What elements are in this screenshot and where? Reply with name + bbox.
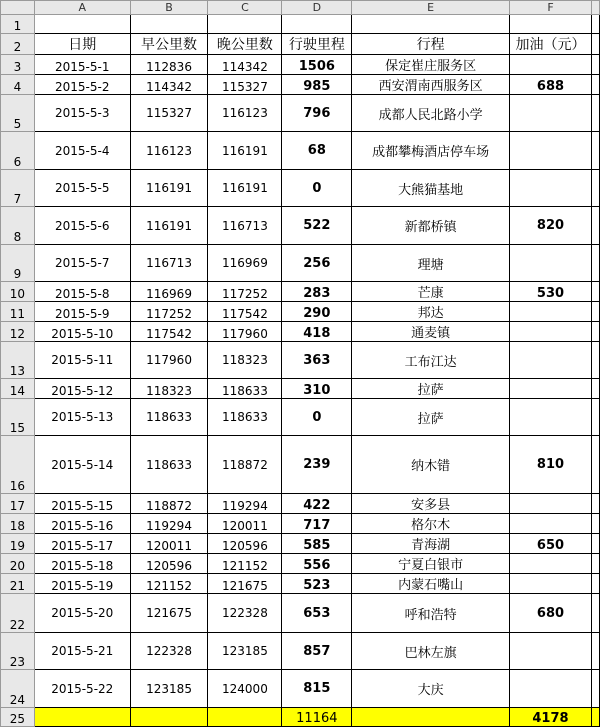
row-header[interactable]: 9 xyxy=(1,245,35,282)
morning-km-cell[interactable]: 120011 xyxy=(130,534,208,554)
table-row xyxy=(1,207,600,245)
column-header-e[interactable]: E xyxy=(352,1,510,15)
morning-km-cell[interactable]: 117252 xyxy=(130,302,208,322)
row-header[interactable]: 21 xyxy=(1,574,35,594)
distance-cell[interactable]: 363 xyxy=(282,342,352,379)
evening-km-cell[interactable]: 116713 xyxy=(208,207,282,245)
column-header-f[interactable]: F xyxy=(510,1,592,15)
totals-row xyxy=(1,708,600,727)
row-header[interactable]: 13 xyxy=(1,342,35,379)
column-header-d[interactable]: D xyxy=(282,1,352,15)
date-cell[interactable]: 2015-5-9 xyxy=(34,302,130,322)
date-cell[interactable]: 2015-5-15 xyxy=(34,494,130,514)
distance-cell[interactable]: 283 xyxy=(282,282,352,302)
table-row xyxy=(1,342,600,379)
header-morning-km[interactable]: 早公里数 xyxy=(130,34,208,55)
distance-cell[interactable]: 585 xyxy=(282,534,352,554)
cell[interactable] xyxy=(208,15,282,34)
evening-km-cell[interactable]: 117252 xyxy=(208,282,282,302)
evening-km-cell[interactable]: 118323 xyxy=(208,342,282,379)
row-header[interactable]: 2 xyxy=(1,34,35,55)
row-header[interactable]: 22 xyxy=(1,594,35,633)
fuel-cell[interactable]: 810 xyxy=(510,436,592,494)
fuel-cell[interactable] xyxy=(510,342,592,379)
total-distance-cell[interactable]: 11164 xyxy=(282,708,352,727)
fuel-cell[interactable] xyxy=(510,322,592,342)
morning-km-cell[interactable]: 116191 xyxy=(130,170,208,207)
date-cell[interactable]: 2015-5-16 xyxy=(34,514,130,534)
row-header[interactable]: 8 xyxy=(1,207,35,245)
cell[interactable] xyxy=(591,554,599,574)
column-header-g[interactable] xyxy=(591,1,599,15)
evening-km-cell[interactable]: 122328 xyxy=(208,594,282,633)
cell[interactable] xyxy=(591,282,599,302)
evening-km-cell[interactable]: 116191 xyxy=(208,170,282,207)
distance-cell[interactable]: 556 xyxy=(282,554,352,574)
column-header-row xyxy=(1,1,600,15)
route-cell[interactable]: 格尔木 xyxy=(352,514,510,534)
evening-km-cell[interactable]: 118633 xyxy=(208,399,282,436)
row-header[interactable]: 20 xyxy=(1,554,35,574)
evening-km-cell[interactable]: 120596 xyxy=(208,534,282,554)
table-row xyxy=(1,633,600,670)
row-header[interactable]: 1 xyxy=(1,15,35,34)
table-row xyxy=(1,379,600,399)
cell[interactable] xyxy=(591,708,599,727)
date-cell[interactable]: 2015-5-10 xyxy=(34,322,130,342)
distance-cell[interactable]: 522 xyxy=(282,207,352,245)
date-cell[interactable]: 2015-5-22 xyxy=(34,670,130,708)
route-cell[interactable]: 西安渭南西服务区 xyxy=(352,75,510,95)
cell[interactable] xyxy=(591,245,599,282)
morning-km-cell[interactable]: 114342 xyxy=(130,75,208,95)
fuel-cell[interactable] xyxy=(510,132,592,170)
morning-km-cell[interactable]: 117960 xyxy=(130,342,208,379)
fuel-cell[interactable]: 530 xyxy=(510,282,592,302)
table-row xyxy=(1,75,600,95)
route-cell[interactable]: 成都人民北路小学 xyxy=(352,95,510,132)
date-cell[interactable]: 2015-5-2 xyxy=(34,75,130,95)
cell[interactable] xyxy=(130,15,208,34)
date-cell[interactable]: 2015-5-17 xyxy=(34,534,130,554)
distance-cell[interactable]: 796 xyxy=(282,95,352,132)
route-cell[interactable]: 大庆 xyxy=(352,670,510,708)
column-header-b[interactable]: B xyxy=(130,1,208,15)
fuel-cell[interactable] xyxy=(510,670,592,708)
route-cell[interactable]: 呼和浩特 xyxy=(352,594,510,633)
morning-km-cell[interactable]: 118633 xyxy=(130,436,208,494)
evening-km-cell[interactable]: 116969 xyxy=(208,245,282,282)
evening-km-cell[interactable]: 118633 xyxy=(208,379,282,399)
cell[interactable] xyxy=(352,708,510,727)
fuel-cell[interactable] xyxy=(510,633,592,670)
row-header[interactable]: 16 xyxy=(1,436,35,494)
fuel-cell[interactable] xyxy=(510,55,592,75)
table-row xyxy=(1,594,600,633)
select-all-corner[interactable] xyxy=(1,1,35,15)
row-header[interactable]: 24 xyxy=(1,670,35,708)
table-row xyxy=(1,574,600,594)
row-header[interactable]: 7 xyxy=(1,170,35,207)
morning-km-cell[interactable]: 118633 xyxy=(130,399,208,436)
distance-cell[interactable]: 68 xyxy=(282,132,352,170)
evening-km-cell[interactable]: 117542 xyxy=(208,302,282,322)
cell[interactable] xyxy=(352,15,510,34)
table-row xyxy=(1,436,600,494)
date-cell[interactable]: 2015-5-19 xyxy=(34,574,130,594)
evening-km-cell[interactable]: 121152 xyxy=(208,554,282,574)
fuel-cell[interactable] xyxy=(510,379,592,399)
row-header[interactable]: 11 xyxy=(1,302,35,322)
evening-km-cell[interactable]: 114342 xyxy=(208,55,282,75)
fuel-cell[interactable] xyxy=(510,554,592,574)
distance-cell[interactable]: 523 xyxy=(282,574,352,594)
table-row xyxy=(1,95,600,132)
table-row xyxy=(1,514,600,534)
table-row xyxy=(1,170,600,207)
distance-cell[interactable]: 422 xyxy=(282,494,352,514)
distance-cell[interactable]: 0 xyxy=(282,170,352,207)
date-cell[interactable]: 2015-5-20 xyxy=(34,594,130,633)
column-header-c[interactable]: C xyxy=(208,1,282,15)
morning-km-cell[interactable]: 118323 xyxy=(130,379,208,399)
row-header[interactable]: 25 xyxy=(1,708,35,727)
morning-km-cell[interactable]: 116191 xyxy=(130,207,208,245)
fuel-cell[interactable]: 650 xyxy=(510,534,592,554)
row-header[interactable]: 6 xyxy=(1,132,35,170)
header-fuel[interactable]: 加油（元） xyxy=(510,34,592,55)
evening-km-cell[interactable]: 115327 xyxy=(208,75,282,95)
route-cell[interactable]: 邦达 xyxy=(352,302,510,322)
fuel-cell[interactable] xyxy=(510,245,592,282)
fuel-cell[interactable] xyxy=(510,302,592,322)
distance-cell[interactable]: 815 xyxy=(282,670,352,708)
cell[interactable] xyxy=(591,34,599,55)
route-cell[interactable]: 内蒙石嘴山 xyxy=(352,574,510,594)
date-cell[interactable]: 2015-5-11 xyxy=(34,342,130,379)
header-date[interactable]: 日期 xyxy=(34,34,130,55)
fuel-cell[interactable] xyxy=(510,399,592,436)
distance-cell[interactable]: 717 xyxy=(282,514,352,534)
distance-cell[interactable]: 256 xyxy=(282,245,352,282)
distance-cell[interactable]: 310 xyxy=(282,379,352,399)
route-cell[interactable]: 通麦镇 xyxy=(352,322,510,342)
table-row xyxy=(1,399,600,436)
cell[interactable] xyxy=(591,436,599,494)
morning-km-cell[interactable]: 117542 xyxy=(130,322,208,342)
distance-cell[interactable]: 239 xyxy=(282,436,352,494)
distance-cell[interactable]: 0 xyxy=(282,399,352,436)
fuel-cell[interactable] xyxy=(510,494,592,514)
row-header[interactable]: 17 xyxy=(1,494,35,514)
date-cell[interactable]: 2015-5-8 xyxy=(34,282,130,302)
route-cell[interactable]: 拉萨 xyxy=(352,399,510,436)
route-cell[interactable]: 成都攀梅酒店停车场 xyxy=(352,132,510,170)
date-cell[interactable]: 2015-5-12 xyxy=(34,379,130,399)
cell[interactable] xyxy=(208,708,282,727)
route-cell[interactable]: 拉萨 xyxy=(352,379,510,399)
row-header[interactable]: 14 xyxy=(1,379,35,399)
evening-km-cell[interactable]: 121675 xyxy=(208,574,282,594)
distance-cell[interactable]: 1506 xyxy=(282,55,352,75)
cell[interactable] xyxy=(591,132,599,170)
route-cell[interactable]: 工布江达 xyxy=(352,342,510,379)
row-header[interactable]: 4 xyxy=(1,75,35,95)
cell[interactable] xyxy=(130,708,208,727)
table-row xyxy=(1,302,600,322)
table-row xyxy=(1,534,600,554)
header-evening-km[interactable]: 晚公里数 xyxy=(208,34,282,55)
fuel-cell[interactable] xyxy=(510,514,592,534)
evening-km-cell[interactable]: 120011 xyxy=(208,514,282,534)
morning-km-cell[interactable]: 119294 xyxy=(130,514,208,534)
morning-km-cell[interactable]: 116713 xyxy=(130,245,208,282)
table-row xyxy=(1,132,600,170)
date-cell[interactable]: 2015-5-4 xyxy=(34,132,130,170)
cell[interactable] xyxy=(591,15,599,34)
date-cell[interactable]: 2015-5-14 xyxy=(34,436,130,494)
morning-km-cell[interactable]: 122328 xyxy=(130,633,208,670)
cell[interactable] xyxy=(591,95,599,132)
row-header[interactable]: 5 xyxy=(1,95,35,132)
table-row xyxy=(1,245,600,282)
evening-km-cell[interactable]: 118872 xyxy=(208,436,282,494)
evening-km-cell[interactable]: 119294 xyxy=(208,494,282,514)
row-header[interactable]: 19 xyxy=(1,534,35,554)
column-header-a[interactable]: A xyxy=(34,1,130,15)
date-cell[interactable]: 2015-5-3 xyxy=(34,95,130,132)
cell[interactable] xyxy=(591,494,599,514)
cell[interactable] xyxy=(591,55,599,75)
fuel-cell[interactable] xyxy=(510,574,592,594)
route-cell[interactable]: 巴林左旗 xyxy=(352,633,510,670)
morning-km-cell[interactable]: 121675 xyxy=(130,594,208,633)
route-cell[interactable]: 纳木错 xyxy=(352,436,510,494)
cell[interactable] xyxy=(591,170,599,207)
route-cell[interactable]: 宁夏白银市 xyxy=(352,554,510,574)
table-row xyxy=(1,55,600,75)
morning-km-cell[interactable]: 118872 xyxy=(130,494,208,514)
distance-cell[interactable]: 290 xyxy=(282,302,352,322)
cell[interactable] xyxy=(591,399,599,436)
cell[interactable] xyxy=(510,15,592,34)
cell[interactable] xyxy=(591,342,599,379)
route-cell[interactable]: 安多县 xyxy=(352,494,510,514)
morning-km-cell[interactable]: 123185 xyxy=(130,670,208,708)
table-row xyxy=(1,282,600,302)
fuel-cell[interactable] xyxy=(510,170,592,207)
cell[interactable] xyxy=(591,514,599,534)
table-row xyxy=(1,554,600,574)
date-cell[interactable]: 2015-5-18 xyxy=(34,554,130,574)
header-route[interactable]: 行程 xyxy=(352,34,510,55)
date-cell[interactable]: 2015-5-6 xyxy=(34,207,130,245)
row-header[interactable]: 10 xyxy=(1,282,35,302)
table-row xyxy=(1,670,600,708)
row-header[interactable]: 3 xyxy=(1,55,35,75)
route-cell[interactable]: 保定崔庄服务区 xyxy=(352,55,510,75)
morning-km-cell[interactable]: 112836 xyxy=(130,55,208,75)
morning-km-cell[interactable]: 115327 xyxy=(130,95,208,132)
row-header[interactable]: 23 xyxy=(1,633,35,670)
distance-cell[interactable]: 653 xyxy=(282,594,352,633)
morning-km-cell[interactable]: 116123 xyxy=(130,132,208,170)
morning-km-cell[interactable]: 120596 xyxy=(130,554,208,574)
cell[interactable] xyxy=(34,708,130,727)
total-fuel-cell[interactable]: 4178 xyxy=(510,708,592,727)
distance-cell[interactable]: 985 xyxy=(282,75,352,95)
row-header[interactable]: 18 xyxy=(1,514,35,534)
cell[interactable] xyxy=(591,207,599,245)
date-cell[interactable]: 2015-5-21 xyxy=(34,633,130,670)
morning-km-cell[interactable]: 116969 xyxy=(130,282,208,302)
cell[interactable] xyxy=(591,379,599,399)
fuel-cell[interactable]: 680 xyxy=(510,594,592,633)
date-cell[interactable]: 2015-5-13 xyxy=(34,399,130,436)
cell[interactable] xyxy=(591,594,599,633)
distance-cell[interactable]: 418 xyxy=(282,322,352,342)
date-cell[interactable]: 2015-5-5 xyxy=(34,170,130,207)
evening-km-cell[interactable]: 116191 xyxy=(208,132,282,170)
table-row xyxy=(1,494,600,514)
table-header-row xyxy=(1,34,600,55)
evening-km-cell[interactable]: 117960 xyxy=(208,322,282,342)
cell[interactable] xyxy=(34,15,130,34)
cell[interactable] xyxy=(591,633,599,670)
cell[interactable] xyxy=(591,75,599,95)
route-cell[interactable]: 大熊猫基地 xyxy=(352,170,510,207)
table-row xyxy=(1,322,600,342)
route-cell[interactable]: 理塘 xyxy=(352,245,510,282)
sheet-row xyxy=(1,15,600,34)
cell[interactable] xyxy=(591,322,599,342)
route-cell[interactable]: 芒康 xyxy=(352,282,510,302)
evening-km-cell[interactable]: 124000 xyxy=(208,670,282,708)
date-cell[interactable]: 2015-5-7 xyxy=(34,245,130,282)
fuel-cell[interactable]: 688 xyxy=(510,75,592,95)
fuel-cell[interactable] xyxy=(510,95,592,132)
evening-km-cell[interactable]: 116123 xyxy=(208,95,282,132)
row-header[interactable]: 12 xyxy=(1,322,35,342)
cell[interactable] xyxy=(591,302,599,322)
distance-cell[interactable]: 857 xyxy=(282,633,352,670)
route-cell[interactable]: 青海湖 xyxy=(352,534,510,554)
date-cell[interactable]: 2015-5-1 xyxy=(34,55,130,75)
evening-km-cell[interactable]: 123185 xyxy=(208,633,282,670)
cell[interactable] xyxy=(591,670,599,708)
fuel-cell[interactable]: 820 xyxy=(510,207,592,245)
cell[interactable] xyxy=(591,574,599,594)
cell[interactable] xyxy=(591,534,599,554)
route-cell[interactable]: 新都桥镇 xyxy=(352,207,510,245)
header-distance[interactable]: 行驶里程 xyxy=(282,34,352,55)
cell[interactable] xyxy=(282,15,352,34)
morning-km-cell[interactable]: 121152 xyxy=(130,574,208,594)
row-header[interactable]: 15 xyxy=(1,399,35,436)
